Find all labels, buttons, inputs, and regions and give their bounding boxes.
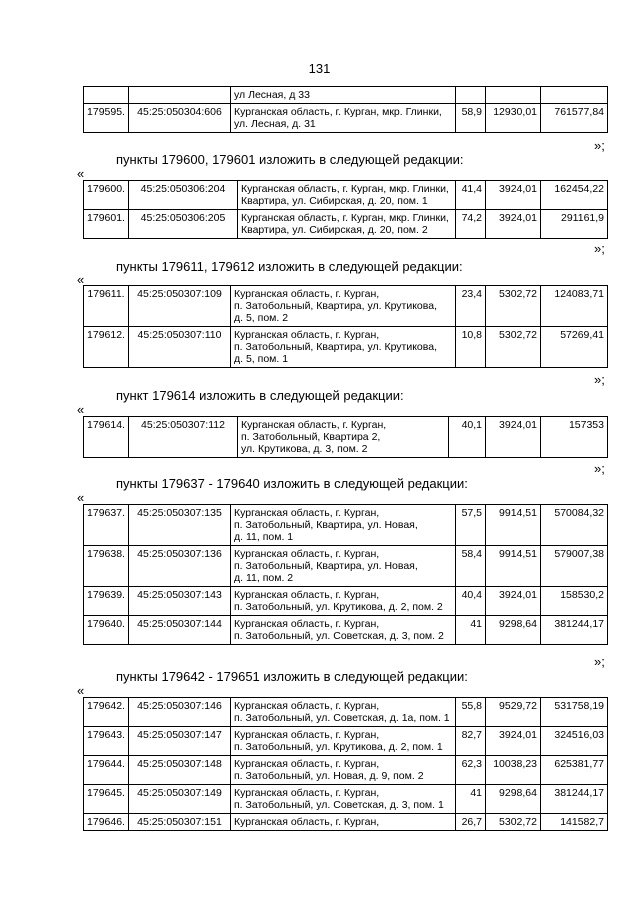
address-cell <box>231 727 456 756</box>
quote-open: « <box>77 683 85 698</box>
rate-cell: 9298,64 <box>486 785 541 814</box>
registry-table <box>83 697 608 831</box>
address-line: Курганская область, г. Курган, <box>234 548 380 560</box>
table-row <box>84 698 608 727</box>
registry-table <box>83 504 608 645</box>
quote-close: »; <box>594 654 605 669</box>
cadastral-number-cell: 45:25:050307:143 <box>129 587 231 616</box>
cadastral-value-cell: 570084,32 <box>541 505 608 546</box>
address-cell <box>231 698 456 727</box>
address-cell <box>238 181 456 210</box>
registry-table-continuation <box>83 86 608 133</box>
address-line: Курганская область, г. Курган, <box>234 618 380 630</box>
address-line: д. 5, пом. 2 <box>234 312 289 324</box>
address-cell <box>231 505 456 546</box>
table-row <box>84 87 608 104</box>
area-cell: 41 <box>456 785 486 814</box>
rate-cell: 3924,01 <box>486 210 541 239</box>
table-row <box>84 546 608 587</box>
cadastral-value-cell: 162454,22 <box>541 181 608 210</box>
address-line: Курганская область, г. Курган, <box>234 700 380 712</box>
section-title: пункты 179642 - 179651 изложить в следующей редакции: <box>116 669 468 684</box>
area-cell: 26,7 <box>456 814 486 831</box>
table-row <box>84 727 608 756</box>
table-row <box>84 104 608 133</box>
cadastral-number-cell <box>129 87 231 104</box>
item-number-cell: 179639. <box>84 587 129 616</box>
item-number-cell: 179611. <box>84 286 129 327</box>
quote-close: »; <box>594 241 605 256</box>
address-line: д. 11, пом. 1 <box>234 531 294 543</box>
address-line: п. Затобольный, ул. Советская, д. 3, пом. 1 <box>234 799 444 811</box>
cadastral-number-cell: 45:25:050307:135 <box>129 505 231 546</box>
rate-cell: 9914,51 <box>486 505 541 546</box>
table-row <box>84 181 608 210</box>
area-cell: 41,4 <box>456 181 486 210</box>
address-line: Курганская область, г. Курган, <box>234 329 380 341</box>
address-line: Курганская область, г. Курган, мкр. Глинки, <box>241 212 449 224</box>
cadastral-value-cell: 324516,03 <box>541 727 608 756</box>
rate-cell <box>486 87 541 104</box>
address-line: Курганская область, г. Курган, <box>234 816 380 828</box>
address-line: Курганская область, г. Курган, <box>241 419 387 431</box>
registry-table <box>83 180 608 239</box>
area-cell: 10,8 <box>456 327 486 368</box>
quote-open: « <box>77 402 85 417</box>
address-line: Квартира, ул. Сибирская, д. 20, пом. 2 <box>241 224 428 236</box>
area-cell: 41 <box>456 616 486 645</box>
cadastral-value-cell: 158530,2 <box>541 587 608 616</box>
address-line: п. Затобольный, Квартира, ул. Крутикова, <box>234 300 437 312</box>
cadastral-value-cell: 157353 <box>541 417 608 458</box>
address-line: Курганская область, г. Курган, <box>234 507 380 519</box>
address-line: ул. Крутикова, д. 3, пом. 2 <box>241 443 368 455</box>
item-number-cell: 179612. <box>84 327 129 368</box>
section-title: пункты 179600, 179601 изложить в следующей редакции: <box>116 152 464 167</box>
address-line: д. 5, пом. 1 <box>234 353 289 365</box>
cadastral-value-cell: 124083,71 <box>541 286 608 327</box>
address-line: п. Затобольный, Квартира, ул. Крутикова, <box>234 341 437 353</box>
address-line: п. Затобольный, Квартира 2, <box>241 431 381 443</box>
area-cell: 58,4 <box>456 546 486 587</box>
item-number-cell: 179646. <box>84 814 129 831</box>
address-cell <box>231 327 456 368</box>
address-cell <box>238 210 456 239</box>
cadastral-value-cell: 57269,41 <box>541 327 608 368</box>
cadastral-number-cell: 45:25:050307:144 <box>129 616 231 645</box>
address-line: п. Затобольный, Квартира, ул. Новая, <box>234 560 418 572</box>
item-number-cell: 179614. <box>84 417 129 458</box>
rate-cell: 9914,51 <box>486 546 541 587</box>
item-number-cell: 179640. <box>84 616 129 645</box>
item-number-cell <box>84 87 129 104</box>
item-number-cell: 179645. <box>84 785 129 814</box>
cadastral-number-cell: 45:25:050306:204 <box>129 181 238 210</box>
address-line: п. Затобольный, Квартира, ул. Новая, <box>234 519 418 531</box>
cadastral-value-cell: 761577,84 <box>541 104 608 133</box>
rate-cell: 9298,64 <box>486 616 541 645</box>
address-line: д. 11, пом. 2 <box>234 572 294 584</box>
area-cell: 40,4 <box>456 587 486 616</box>
cadastral-number-cell: 45:25:050307:109 <box>129 286 231 327</box>
cadastral-value-cell: 381244,17 <box>541 616 608 645</box>
address-line: п. Затобольный, ул. Советская, д. 1а, пом. 1 <box>234 712 450 724</box>
rate-cell: 9529,72 <box>486 698 541 727</box>
registry-table <box>83 416 608 458</box>
table-row <box>84 814 608 831</box>
area-cell: 40,1 <box>449 417 486 458</box>
rate-cell: 12930,01 <box>486 104 541 133</box>
cadastral-number-cell: 45:25:050307:151 <box>129 814 231 831</box>
section-title: пункты 179637 - 179640 изложить в следующей редакции: <box>116 476 468 491</box>
cadastral-number-cell: 45:25:050307:148 <box>129 756 231 785</box>
item-number-cell: 179601. <box>84 210 129 239</box>
address-line: п. Затобольный, ул. Советская, д. 3, пом. 2 <box>234 630 444 642</box>
cadastral-value-cell <box>541 87 608 104</box>
address-line: Курганская область, г. Курган, <box>234 288 380 300</box>
item-number-cell: 179600. <box>84 181 129 210</box>
address-line: Курганская область, г. Курган, <box>234 787 380 799</box>
table-row <box>84 756 608 785</box>
area-cell: 58,9 <box>456 104 486 133</box>
area-cell: 62,3 <box>456 756 486 785</box>
cadastral-number-cell: 45:25:050307:136 <box>129 546 231 587</box>
rate-cell: 3924,01 <box>486 727 541 756</box>
rate-cell: 3924,01 <box>486 181 541 210</box>
address-cell <box>231 785 456 814</box>
address-line: п. Затобольный, ул. Крутикова, д. 2, пом. 1 <box>234 741 443 753</box>
section-title: пункты 179611, 179612 изложить в следующей редакции: <box>116 259 463 274</box>
address-line: Курганская область, г. Курган, <box>234 758 380 770</box>
table-row <box>84 616 608 645</box>
address-line: п. Затобольный, ул. Новая, д. 9, пом. 2 <box>234 770 424 782</box>
table-row <box>84 505 608 546</box>
address-line: Курганская область, г. Курган, мкр. Глинки, <box>234 106 442 118</box>
rate-cell: 5302,72 <box>486 327 541 368</box>
rate-cell: 5302,72 <box>486 286 541 327</box>
address-cell <box>231 587 456 616</box>
item-number-cell: 179638. <box>84 546 129 587</box>
quote-close: »; <box>594 138 605 153</box>
item-number-cell: 179643. <box>84 727 129 756</box>
address-line: Квартира, ул. Сибирская, д. 20, пом. 1 <box>241 195 428 207</box>
area-cell: 55,8 <box>456 698 486 727</box>
cadastral-value-cell: 531758,19 <box>541 698 608 727</box>
rate-cell: 5302,72 <box>486 814 541 831</box>
rate-cell: 3924,01 <box>486 417 541 458</box>
quote-open: « <box>77 166 85 181</box>
address-cell <box>231 756 456 785</box>
item-number-cell: 179637. <box>84 505 129 546</box>
area-cell: 74,2 <box>456 210 486 239</box>
address-line: ул. Лесная, д. 31 <box>234 118 316 130</box>
address-line: Курганская область, г. Курган, <box>234 729 380 741</box>
table-row <box>84 785 608 814</box>
area-cell: 23,4 <box>456 286 486 327</box>
cadastral-value-cell: 381244,17 <box>541 785 608 814</box>
address-line: Курганская область, г. Курган, мкр. Глинки, <box>241 183 449 195</box>
area-cell: 57,5 <box>456 505 486 546</box>
address-line: Курганская область, г. Курган, <box>234 589 380 601</box>
cadastral-value-cell: 579007,38 <box>541 546 608 587</box>
cadastral-number-cell: 45:25:050304:606 <box>129 104 231 133</box>
cadastral-number-cell: 45:25:050307:110 <box>129 327 231 368</box>
address-cell <box>231 546 456 587</box>
section-title: пункт 179614 изложить в следующей редакции: <box>116 388 404 403</box>
item-number-cell: 179595. <box>84 104 129 133</box>
cadastral-value-cell: 291161,9 <box>541 210 608 239</box>
cadastral-number-cell: 45:25:050307:146 <box>129 698 231 727</box>
cadastral-value-cell: 141582,7 <box>541 814 608 831</box>
page-number: 131 <box>308 61 331 76</box>
address-line: ул Лесная, д 33 <box>234 89 310 101</box>
address-cell <box>231 286 456 327</box>
cadastral-value-cell: 625381,77 <box>541 756 608 785</box>
area-cell <box>456 87 486 104</box>
area-cell: 82,7 <box>456 727 486 756</box>
quote-open: « <box>77 272 85 287</box>
table-row <box>84 417 608 458</box>
quote-close: »; <box>594 372 605 387</box>
item-number-cell: 179644. <box>84 756 129 785</box>
quote-open: « <box>77 490 85 505</box>
table-row <box>84 286 608 327</box>
address-cell <box>238 417 449 458</box>
cadastral-number-cell: 45:25:050307:149 <box>129 785 231 814</box>
address-line: п. Затобольный, ул. Крутикова, д. 2, пом. 2 <box>234 601 443 613</box>
cadastral-number-cell: 45:25:050307:147 <box>129 727 231 756</box>
address-cell <box>231 616 456 645</box>
quote-close: »; <box>594 461 605 476</box>
table-row <box>84 327 608 368</box>
cadastral-number-cell: 45:25:050307:112 <box>129 417 238 458</box>
rate-cell: 10038,23 <box>486 756 541 785</box>
address-cell <box>231 104 456 133</box>
table-row <box>84 210 608 239</box>
item-number-cell: 179642. <box>84 698 129 727</box>
rate-cell: 3924,01 <box>486 587 541 616</box>
registry-table <box>83 285 608 368</box>
table-row <box>84 587 608 616</box>
address-cell <box>231 87 456 104</box>
cadastral-number-cell: 45:25:050306:205 <box>129 210 238 239</box>
address-cell <box>231 814 456 831</box>
